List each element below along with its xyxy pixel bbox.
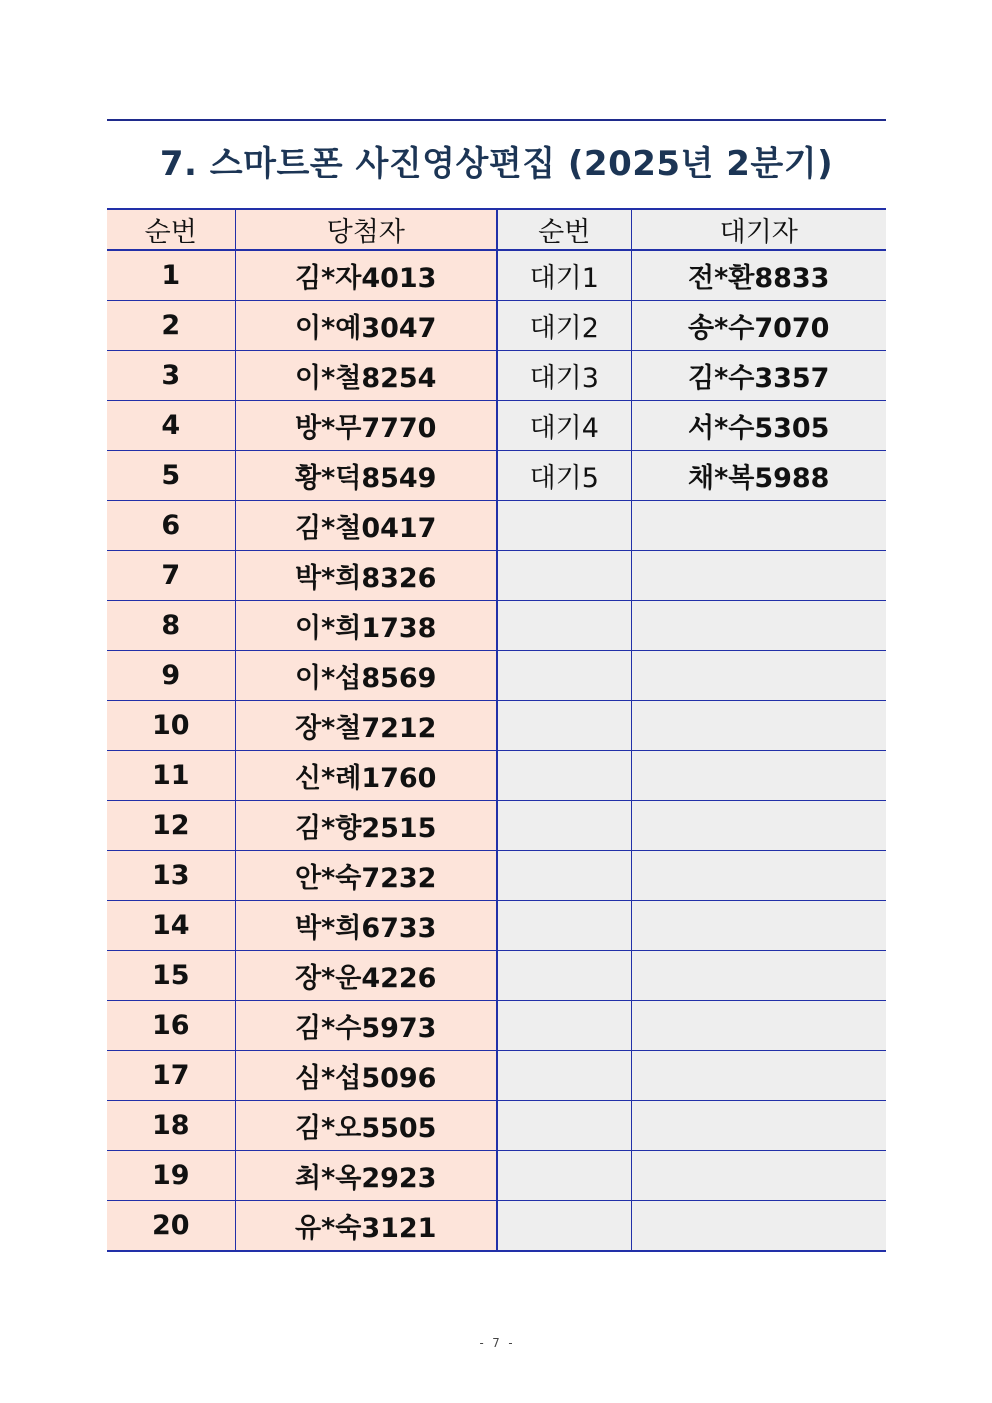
wait-no-cell: 대기3 [497, 351, 631, 401]
header-no: 순번 [107, 209, 235, 250]
header-waitlisted: 대기자 [631, 209, 886, 250]
table-row [107, 451, 886, 501]
row-no-cell: 14 [107, 901, 235, 951]
top-rule [107, 119, 886, 121]
winner-cell: 황*덕8549 [235, 451, 497, 501]
table-row [107, 751, 886, 801]
winner-cell: 이*철8254 [235, 351, 497, 401]
waitlisted-cell [631, 751, 886, 801]
table-row [107, 601, 886, 651]
row-no-cell: 16 [107, 1001, 235, 1051]
table-row [107, 1201, 886, 1252]
winner-cell: 이*예3047 [235, 301, 497, 351]
winner-cell: 최*옥2923 [235, 1151, 497, 1201]
page-title: 7. 스마트폰 사진영상편집 (2025년 2분기) [159, 144, 834, 184]
row-no-cell: 12 [107, 801, 235, 851]
waitlisted-cell: 서*수5305 [631, 401, 886, 451]
waitlisted-cell: 채*복5988 [631, 451, 886, 501]
table-row [107, 1051, 886, 1101]
winner-cell: 김*오5505 [235, 1101, 497, 1151]
table-row [107, 701, 886, 751]
wait-no-cell [497, 1051, 631, 1101]
table-row [107, 1001, 886, 1051]
winner-cell: 김*철0417 [235, 501, 497, 551]
row-no-cell: 1 [107, 250, 235, 301]
table-row [107, 1151, 886, 1201]
waitlisted-cell: 김*수3357 [631, 351, 886, 401]
winner-cell: 심*섭5096 [235, 1051, 497, 1101]
wait-no-cell: 대기1 [497, 250, 631, 301]
wait-no-cell [497, 701, 631, 751]
row-no-cell: 6 [107, 501, 235, 551]
header-winner: 당첨자 [235, 209, 497, 250]
waitlisted-cell [631, 1101, 886, 1151]
waitlisted-cell [631, 801, 886, 851]
wait-no-cell [497, 1151, 631, 1201]
header-row [107, 209, 886, 250]
wait-no-cell [497, 951, 631, 1001]
row-no-cell: 19 [107, 1151, 235, 1201]
waitlisted-cell [631, 851, 886, 901]
table-row [107, 501, 886, 551]
winner-cell: 김*자4013 [235, 250, 497, 301]
waitlisted-cell: 송*수7070 [631, 301, 886, 351]
wait-no-cell: 대기5 [497, 451, 631, 501]
wait-no-cell [497, 1101, 631, 1151]
waitlisted-cell [631, 901, 886, 951]
waitlisted-cell: 전*환8833 [631, 250, 886, 301]
table-row [107, 801, 886, 851]
wait-no-cell [497, 801, 631, 851]
winner-cell: 장*운4226 [235, 951, 497, 1001]
row-no-cell: 18 [107, 1101, 235, 1151]
row-no-cell: 13 [107, 851, 235, 901]
row-no-cell: 2 [107, 301, 235, 351]
waitlisted-cell [631, 1151, 886, 1201]
wait-no-cell [497, 901, 631, 951]
wait-no-cell: 대기4 [497, 401, 631, 451]
row-no-cell: 4 [107, 401, 235, 451]
row-no-cell: 8 [107, 601, 235, 651]
wait-no-cell [497, 601, 631, 651]
wait-no-cell [497, 751, 631, 801]
header-wait-no: 순번 [497, 209, 631, 250]
wait-no-cell [497, 851, 631, 901]
winner-cell: 이*희1738 [235, 601, 497, 651]
table-body [107, 250, 886, 1251]
waitlisted-cell [631, 651, 886, 701]
row-no-cell: 15 [107, 951, 235, 1001]
winner-cell: 김*향2515 [235, 801, 497, 851]
row-no-cell: 11 [107, 751, 235, 801]
waitlisted-cell [631, 601, 886, 651]
waitlisted-cell [631, 701, 886, 751]
waitlisted-cell [631, 951, 886, 1001]
winner-cell: 방*무7770 [235, 401, 497, 451]
table-row [107, 951, 886, 1001]
row-no-cell: 3 [107, 351, 235, 401]
winner-cell: 안*숙7232 [235, 851, 497, 901]
waitlisted-cell [631, 1051, 886, 1101]
table-row [107, 551, 886, 601]
waitlisted-cell [631, 1001, 886, 1051]
row-no-cell: 5 [107, 451, 235, 501]
table-row [107, 351, 886, 401]
winner-cell: 김*수5973 [235, 1001, 497, 1051]
winners-table [107, 208, 886, 1252]
table-row [107, 1101, 886, 1151]
wait-no-cell [497, 1201, 631, 1252]
winner-cell: 신*례1760 [235, 751, 497, 801]
table-row [107, 250, 886, 301]
winner-cell: 장*철7212 [235, 701, 497, 751]
page-number: - 7 - [477, 1336, 515, 1350]
winner-cell: 유*숙3121 [235, 1201, 497, 1252]
row-no-cell: 10 [107, 701, 235, 751]
row-no-cell: 17 [107, 1051, 235, 1101]
row-no-cell: 7 [107, 551, 235, 601]
wait-no-cell [497, 551, 631, 601]
table-row [107, 401, 886, 451]
winner-cell: 박*희8326 [235, 551, 497, 601]
table-row [107, 301, 886, 351]
table-row [107, 651, 886, 701]
row-no-cell: 20 [107, 1201, 235, 1252]
row-no-cell: 9 [107, 651, 235, 701]
waitlisted-cell [631, 1201, 886, 1252]
wait-no-cell [497, 501, 631, 551]
table-row [107, 851, 886, 901]
waitlisted-cell [631, 501, 886, 551]
wait-no-cell [497, 651, 631, 701]
table-row [107, 901, 886, 951]
winner-cell: 이*섭8569 [235, 651, 497, 701]
wait-no-cell [497, 1001, 631, 1051]
waitlisted-cell [631, 551, 886, 601]
wait-no-cell: 대기2 [497, 301, 631, 351]
winner-cell: 박*희6733 [235, 901, 497, 951]
